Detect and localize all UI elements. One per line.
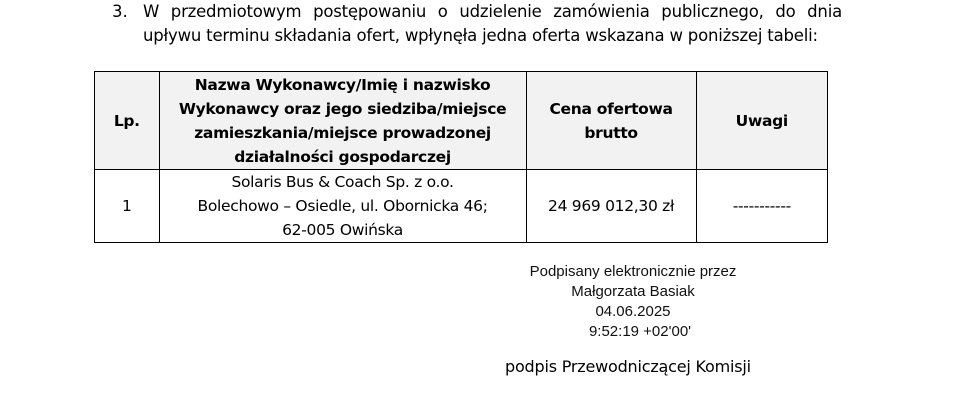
table-row [95, 170, 828, 243]
header-name-line: Wykonawcy oraz jego siedziba/miejsce [178, 99, 507, 118]
header-notes: Uwagi [696, 72, 827, 170]
header-price [526, 72, 696, 170]
contractor-address: Bolechowo – Osiedle, ul. Obornicka 46; [197, 197, 488, 215]
signature-caption: podpis Przewodniczącej Komisji [505, 357, 751, 376]
signature-time: 9:52:19 +02'00' [588, 323, 692, 340]
electronic-signature [500, 262, 766, 342]
signature-label: Podpisany elektronicznie przez [529, 263, 737, 280]
header-lp: Lp. [95, 72, 160, 170]
header-contractor-name [159, 72, 526, 170]
signature-date: 04.06.2025 [595, 303, 671, 320]
contractor-postal: 62-005 Owińska [282, 221, 404, 239]
cell-contractor [159, 170, 526, 243]
cell-price: 24 969 012,30 zł [526, 170, 696, 243]
contractor-name: Solaris Bus & Coach Sp. z o.o. [231, 173, 454, 191]
cell-lp: 1 [95, 170, 160, 243]
bids-table [94, 71, 828, 243]
paragraph-text: W przedmiotowym postępowaniu o udzielenie zamówienia publicznego, do dnia upływu terminu składania ofert, wpłynęła jedna oferta wskazana w poniższej tabeli: [143, 2, 842, 45]
paragraph-3 [112, 0, 842, 48]
header-name-line: Nazwa Wykonawcy/Imię i nazwisko [194, 75, 491, 94]
header-name-line: zamieszkania/miejsce prowadzonej [194, 123, 491, 142]
header-price-line: Cena ofertowa [549, 99, 673, 118]
header-name-line: działalności gospodarczej [234, 147, 451, 166]
signer-name: Małgorzata Basiak [571, 283, 695, 300]
table-header-row [95, 72, 828, 170]
cell-notes: ----------- [696, 170, 827, 243]
header-price-line: brutto [584, 123, 638, 142]
paragraph-number: 3. [112, 2, 128, 21]
